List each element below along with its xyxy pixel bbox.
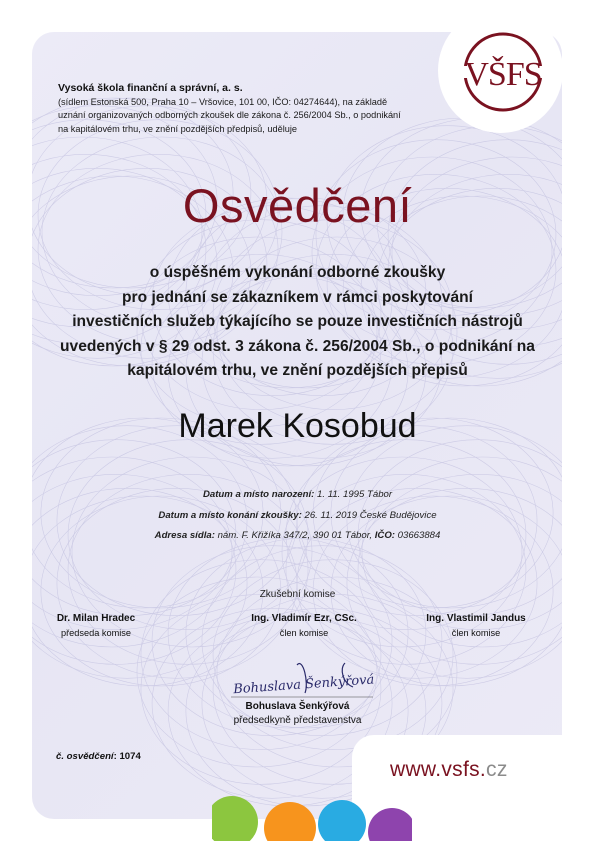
member-role: předseda komise bbox=[61, 628, 131, 638]
subtitle-line: kapitálovém trhu, ve znění pozdějších přepisů bbox=[127, 362, 468, 379]
legal-line: uznání organizovaných odborných zkoušek dle zákona č. 256/2004 Sb., o podnikání bbox=[58, 110, 401, 121]
birth-label: Datum a místo narození: bbox=[202, 489, 315, 500]
certificate-number: č. osvědčení: 1074 bbox=[56, 751, 141, 762]
school-name: Vysoká škola finanční a správní, a. s. bbox=[58, 82, 243, 94]
website-main: www.vsfs. bbox=[390, 758, 487, 781]
subtitle-line: pro jednání se zákazníkem v rámci poskytování bbox=[122, 288, 473, 306]
signature-text: Bohuslava Šenkýřová bbox=[232, 672, 375, 698]
member-role: člen komise bbox=[451, 628, 501, 638]
member-name: Ing. Vlastimil Jandus bbox=[426, 613, 526, 624]
certificate-title: Osvědčení bbox=[182, 179, 413, 232]
brand-dots-decoration bbox=[212, 780, 412, 841]
committee-member bbox=[204, 612, 404, 640]
website-tld: cz bbox=[486, 758, 508, 781]
committee-label: Zkušební komise bbox=[259, 589, 336, 600]
website-link[interactable] bbox=[390, 758, 508, 782]
subtitle-line: o úspěšném vykonání odborné zkoušky bbox=[149, 264, 446, 281]
chair-name: Bohuslava Šenkýřová bbox=[245, 701, 350, 712]
subtitle-line: investičních služeb týkajícího se pouze investičních nástrojů bbox=[72, 313, 523, 330]
ico-label: IČO: bbox=[374, 530, 395, 541]
recipient-name: Marek Kosobud bbox=[178, 407, 417, 445]
certificate-number-label: č. osvědčení bbox=[56, 751, 114, 762]
member-name: Ing. Vladimír Ezr, CSc. bbox=[251, 613, 357, 624]
recipient-details bbox=[0, 485, 595, 547]
address-value: nám. F. Křižíka 347/2, 390 01 Tábor, bbox=[217, 530, 373, 541]
chair-block bbox=[0, 700, 595, 728]
vsfs-logo-icon bbox=[454, 28, 552, 116]
exam-value: 26. 11. 2019 České Budějovice bbox=[304, 509, 437, 521]
exam-row bbox=[0, 506, 595, 527]
birth-row bbox=[0, 485, 595, 506]
certificate-number-value: 1074 bbox=[119, 751, 141, 762]
logo-text: VŠFS bbox=[464, 56, 542, 93]
member-name: Dr. Milan Hradec bbox=[56, 613, 136, 624]
committee-member bbox=[376, 612, 576, 640]
address-label: Adresa sídla: bbox=[154, 530, 215, 541]
orange-dot bbox=[264, 802, 316, 841]
exam-label: Datum a místo konání zkoušky: bbox=[158, 509, 302, 521]
chair-role: předsedkyně představenstva bbox=[233, 715, 362, 726]
legal-line: (sídlem Estonská 500, Praha 10 – Vršovice, 101 00, IČO: 04274644), na základě bbox=[58, 97, 388, 107]
member-role: člen komise bbox=[279, 628, 329, 638]
green-dot bbox=[212, 796, 258, 841]
blue-dot bbox=[318, 800, 366, 841]
committee-member bbox=[0, 612, 196, 640]
signature-image bbox=[225, 653, 375, 703]
purple-dot bbox=[368, 808, 412, 841]
birth-value: 1. 11. 1995 Tábor bbox=[317, 489, 393, 500]
address-row bbox=[0, 526, 595, 547]
legal-basis bbox=[58, 96, 448, 136]
subtitle-line: uvedených v § 29 odst. 3 zákona č. 256/2004 Sb., o podnikání na bbox=[60, 337, 535, 355]
ico-value: 03663884 bbox=[397, 530, 441, 541]
certificate-subtitle bbox=[40, 261, 555, 384]
legal-line: na kapitálovém trhu, ve znění pozdějších předpisů, uděluje bbox=[58, 123, 298, 134]
